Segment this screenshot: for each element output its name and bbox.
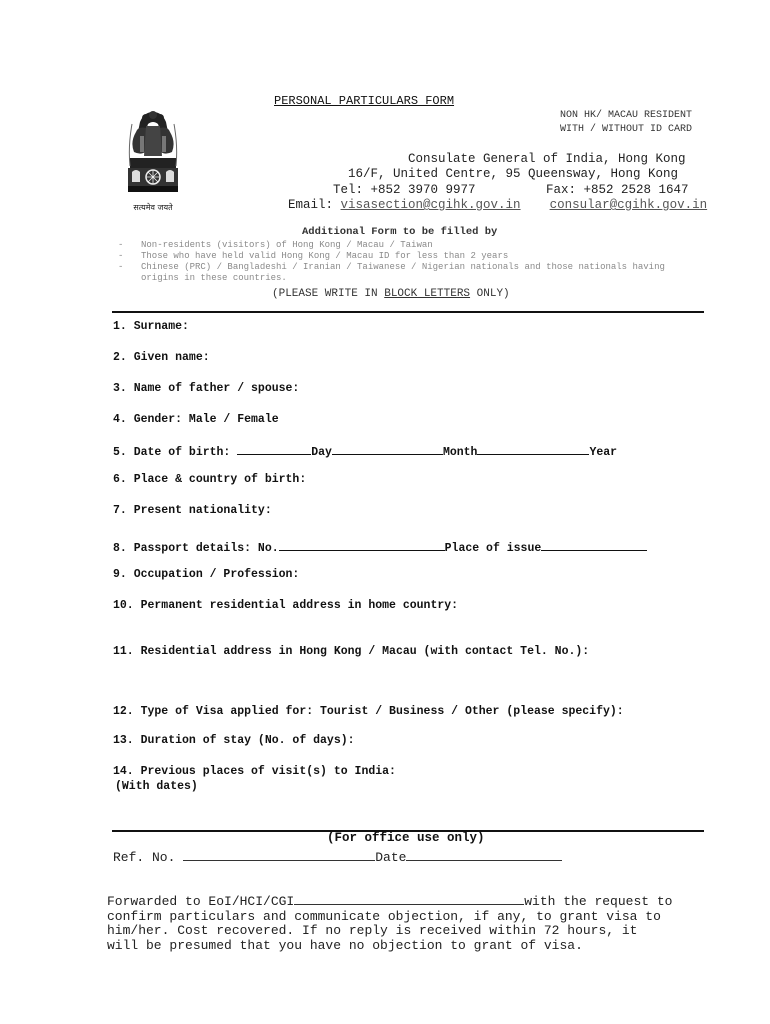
national-emblem-icon [118, 106, 188, 218]
place-country-of-birth-field[interactable]: 6. Place & country of birth: [113, 473, 307, 486]
date-of-birth-label: 5. Date of birth: [113, 446, 238, 459]
dob-month-label: Month [442, 446, 478, 459]
consulate-name: Consulate General of India, Hong Kong [408, 152, 686, 166]
block-prefix: (PLEASE WRITE IN [272, 288, 385, 300]
block-underlined: BLOCK LETTERS [384, 288, 471, 300]
bullet-dash: - [118, 262, 124, 272]
forwarding-note [107, 891, 672, 953]
forwarding-line-4: will be presumed that you have no objection to grant of visa. [107, 937, 583, 953]
email-label: Email: [288, 198, 334, 212]
bullet-item: Chinese (PRC) / Bangladeshi / Iranian / Taiwanese / Nigerian nationals and those nationals having [141, 262, 665, 272]
dob-day-blank[interactable] [237, 442, 311, 455]
occupation-field[interactable]: 9. Occupation / Profession: [113, 568, 300, 581]
bullet-item: Those who have held valid Hong Kong / Macau ID for less than 2 years [141, 251, 509, 261]
previous-visits-dates-note: (With dates) [115, 780, 198, 793]
dob-month-blank[interactable] [332, 442, 443, 455]
gender-field[interactable]: 4. Gender: Male / Female [113, 413, 279, 426]
forwarding-line-1 [107, 891, 672, 910]
visa-section-email-link[interactable]: visasection@cgihk.gov.in [340, 198, 521, 212]
hk-macau-address-field[interactable]: 11. Residential address in Hong Kong / Macau (with contact Tel. No.): [113, 645, 590, 658]
forward-authority-blank[interactable] [294, 891, 524, 905]
office-use-heading: (For office use only) [327, 831, 485, 845]
block-suffix: ONLY) [470, 288, 510, 300]
date-blank[interactable] [406, 847, 562, 861]
ref-no-blank[interactable] [183, 847, 375, 861]
duration-of-stay-field[interactable]: 13. Duration of stay (No. of days): [113, 734, 355, 747]
ref-date-row [113, 847, 562, 865]
present-nationality-field[interactable]: 7. Present nationality: [113, 504, 272, 517]
permanent-address-field[interactable]: 10. Permanent residential address in home country: [113, 599, 459, 612]
given-name-field[interactable]: 2. Given name: [113, 351, 210, 364]
consulate-address: 16/F, United Centre, 95 Queensway, Hong Kong [348, 167, 679, 181]
date-label: Date [375, 850, 407, 865]
date-of-birth-field [113, 442, 617, 459]
surname-field[interactable]: 1. Surname: [113, 320, 189, 333]
forward-suffix: with the request to [524, 894, 673, 909]
dob-year-blank[interactable] [477, 442, 589, 455]
bullet-item: Non-residents (visitors) of Hong Kong / Macau / Taiwan [141, 240, 433, 250]
dob-year-label: Year [589, 446, 618, 459]
forwarding-line-3: him/her. Cost recovered. If no reply is received within 72 hours, it [107, 923, 638, 938]
previous-visits-field[interactable]: 14. Previous places of visit(s) to India: [113, 765, 396, 778]
bullet-item-continuation: origins in these countries. [141, 273, 287, 283]
bullet-dash: - [118, 240, 124, 250]
father-spouse-name-field[interactable]: 3. Name of father / spouse: [113, 382, 300, 395]
form-title: PERSONAL PARTICULARS FORM [274, 94, 455, 108]
visa-type-field[interactable]: 12. Type of Visa applied for: Tourist / Business / Other (please specify): [113, 705, 624, 718]
resident-status-line1: NON HK/ MACAU RESIDENT [560, 110, 693, 121]
forward-prefix: Forwarded to EoI/HCI/CGI [107, 894, 295, 909]
consular-email-link[interactable]: consular@cgihk.gov.in [549, 198, 708, 212]
place-of-issue-label: Place of issue [444, 542, 542, 555]
dob-day-label: Day [311, 446, 332, 459]
consulate-email-row [288, 198, 707, 212]
passport-details-field [113, 538, 647, 555]
bullet-dash: - [118, 251, 124, 261]
section-divider-top [112, 311, 704, 313]
passport-no-blank[interactable] [279, 538, 445, 551]
forwarding-line-2: confirm particulars and communicate objection, if any, to grant visa to [107, 908, 661, 924]
emblem-caption: सत्यमेव जयते [133, 203, 173, 212]
resident-status-line2: WITH / WITHOUT ID CARD [560, 124, 693, 135]
consulate-fax: Fax: +852 2528 1647 [546, 183, 689, 197]
block-letters-instruction [272, 288, 510, 300]
place-of-issue-blank[interactable] [541, 538, 647, 551]
consulate-tel: Tel: +852 3970 9977 [333, 183, 476, 197]
passport-no-label: 8. Passport details: No. [113, 542, 279, 555]
ref-no-label: Ref. No. [113, 850, 176, 865]
additional-form-heading: Additional Form to be filled by [302, 226, 498, 238]
